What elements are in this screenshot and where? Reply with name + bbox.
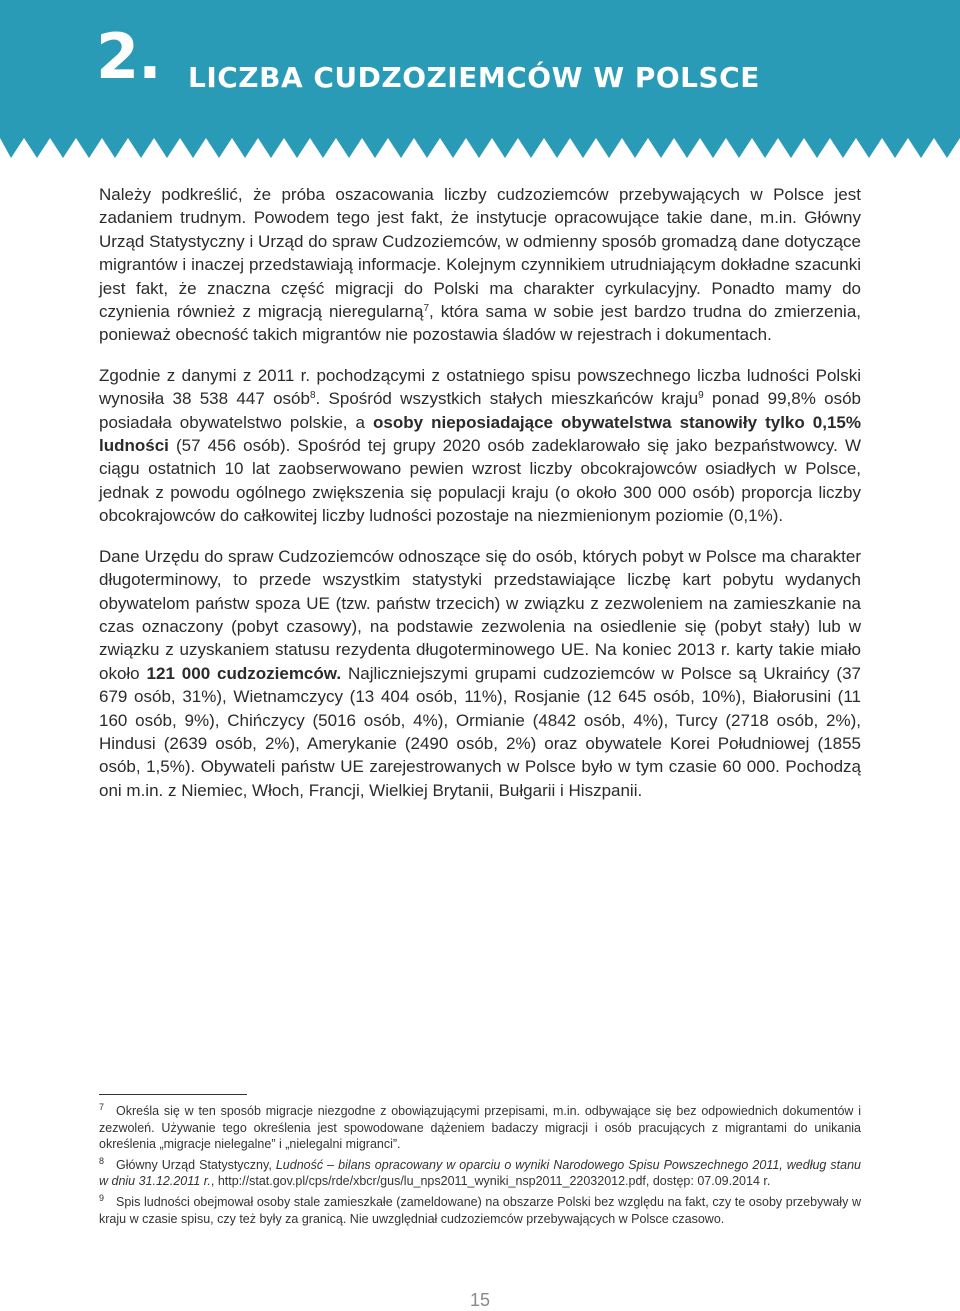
paragraph-3: Dane Urzędu do spraw Cudzoziemców odnoszące się do osób, których pobyt w Polsce ma charakter długoterminowy, to przede wszystkim statystyki przedstawiające liczbę kart pobytu wydanych obywatelom państw spoza UE (tzw. państw trzecich) w związku z zezwoleniem na zamieszkanie na czas oznaczony (pobyt czasowy), na podstawie zezwolenia na osiedlenie się (pobyt stały) lub w związku z uzyskaniem statusu rezydenta długoterminowego UE. Na koniec 2013 r. karty takie miało około 121 000 cudzoziemców. Najliczniejszymi grupami cudzoziemców w Polsce są Ukraińcy (37 679 osób, 31%), Wietnamczycy (13 404 osób, 11%), Rosjanie (12 645 osób, 10%), Białorusini (11 160 osób, 9%), Chińczycy (5016 osób, 4%), Ormianie (4842 osób, 4%), Turcy (2718 osób, 2%), Hindusi (2639 osób, 2%), Amerykanie (2490 osób, 2%) oraz obywatele Korei Południowej (1855 osób, 1,5%). Obywateli państw UE zarejestrowanych w Polsce było w tym czasie 60 000. Pochodzą oni m.in. z Niemiec, Włoch, Francji, Wielkiej Brytanii, Bułgarii i Hiszpanii. bbox=[99, 546, 861, 800]
paragraph-2: Zgodnie z danymi z 2011 r. pochodzącymi z ostatniego spisu powszechnego liczba ludności Polski wynosiła 38 538 447 osób$^8$. Spośród wszystkich stałych mieszkańców kraju$^9$ ponad 99,8% osób posiadała obywatelstwo polskie, a osoby nieposiadające obywatelstwa stanowiły tylko 0,15% ludności (57 456 osób). Spośród tej grupy 2020 osób zadeklarowało się jako bezpaństwowcy. W ciągu ostatnich 10 lat zaobserwowano pewien wzrost liczby obcokrajowców osiadłych w Polsce, jednak z powodu ogólnego zwiększenia się populacji kraju (o około 300 000 osób) proporcja liczby obcokrajowców do całkowitej liczby ludności pozostaje na niezmienionym poziomie (0,1%). bbox=[99, 365, 861, 526]
footnote-9: $^9$ Spis ludności obejmował osoby stale zamieszkałe (zameldowane) na obszarze Polski bez względu na fakt, czy te osoby przebywały w kraju w czasie spisu, czy też były za granicą. Nie uwzględniał cudzoziemców przebywających w Polsce czasowo. bbox=[99, 1192, 861, 1226]
chapter-banner bbox=[0, 0, 960, 158]
chapter-title: LICZBA CUDZOZIEMCÓW W POLSCE bbox=[188, 61, 760, 94]
highlight-foreigner-count: 121 000 cudzoziemców. bbox=[146, 663, 342, 683]
footnote-8: $^8$ Główny Urząd Statystyczny, Ludność – bilans opracowany w oparciu o wyniki Narodowego Spisu Powszechnego 2011, według stanu w dniu 31.12.2011 r., http://stat.gov.pl/cps/rde/xbcr/gus/lu_nps2011_wyniki_nsp2011_22032012.pdf, dostęp: 07.09.2014 r. bbox=[99, 1155, 861, 1189]
body-text bbox=[99, 183, 861, 819]
footnote-ref-7[interactable]: 7 bbox=[423, 303, 430, 315]
paragraph-1: Należy podkreślić, że próba oszacowania liczby cudzoziemców przebywających w Polsce jest zadaniem trudnym. Powodem tego jest fakt, że instytucje opracowujące takie dane, m.in. Główny Urząd Statystyczny i Urząd do spraw Cudzoziemców, w odmienny sposób gromadzą dane dotyczące migrantów i inaczej przedstawiają informacje. Kolejnym czynnikiem utrudniającym dokładne szacunki jest fakt, że znaczna część migracji do Polski ma charakter cyrkulacyjny. Ponadto mamy do czynienia również z migracją nieregularną$^7$, która sama w sobie jest bardzo trudna do zmierzenia, ponieważ obecność takich migrantów nie pozostawia śladów w rejestrach i dokumentach. bbox=[99, 185, 861, 345]
page-number: 15 bbox=[469, 1290, 491, 1310]
highlight-nonresident-share: osoby nieposiadające obywatelstwa stanowiły tylko 0,15% ludności bbox=[99, 412, 861, 456]
chapter-number: 2. bbox=[96, 20, 161, 93]
footnote-ref-8[interactable]: 8 bbox=[309, 390, 316, 402]
footnote-divider bbox=[99, 1094, 247, 1095]
footnote-ref-9[interactable]: 9 bbox=[698, 390, 704, 402]
footnote-7: $^7$ Określa się w ten sposób migracje niezgodne z obowiązującymi przepisami, m.in. odbywające się bez odpowiednich dokumentów i zezwoleń. Używanie tego określenia jest spowodowane dążeniem badaczy migracji i osób pracujących z migrantami do unikania określenia „migracje nielegalne” i „nielegalni migranci”. bbox=[99, 1102, 861, 1152]
footnote-8-link[interactable]: , http://stat.gov.pl/cps/rde/xbcr/gus/lu_nps2011_wyniki_nsp2011_22032012.pdf, dostęp: 07.09.2014 r. bbox=[210, 1174, 771, 1189]
footnotes bbox=[99, 1099, 861, 1227]
